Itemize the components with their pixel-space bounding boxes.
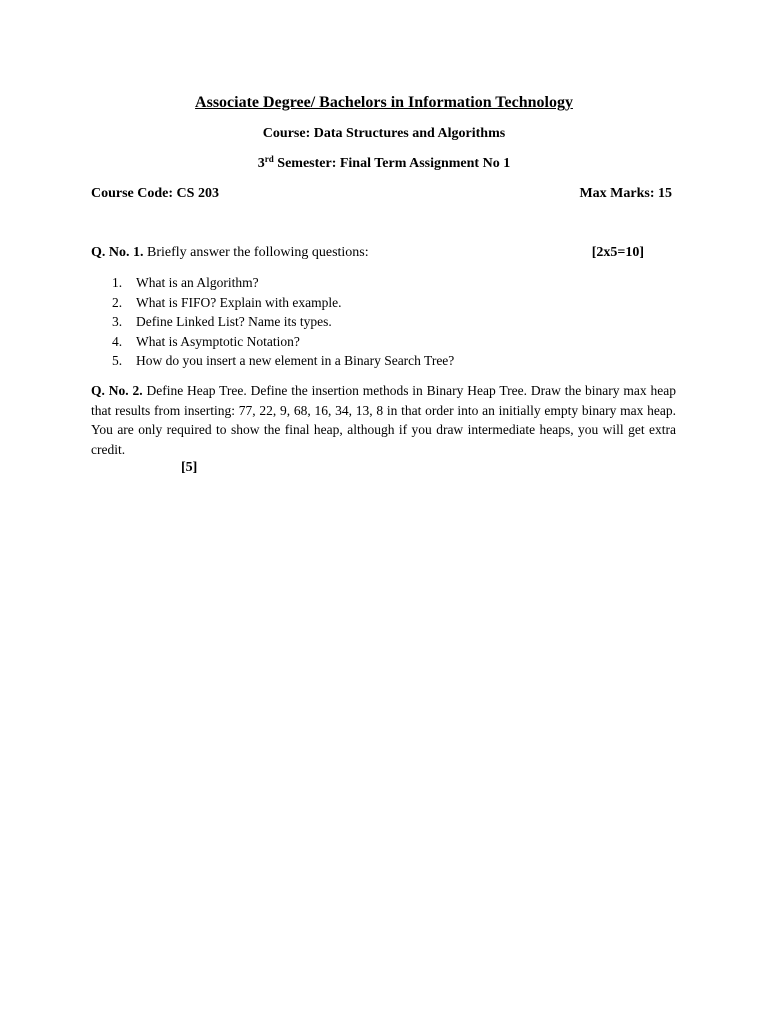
list-item-text: What is Asymptotic Notation? <box>136 333 300 349</box>
list-item-text: What is FIFO? Explain with example. <box>136 294 342 310</box>
question-1-text: Briefly answer the following questions: <box>143 245 369 260</box>
list-item <box>110 332 454 352</box>
list-item-number: 2. <box>112 294 123 310</box>
question-2-label: Q. No. 2. <box>91 383 143 398</box>
list-item-text: What is an Algorithm? <box>136 275 259 290</box>
list-item-number: 1. <box>112 275 123 290</box>
list-item-number: 4. <box>112 333 123 349</box>
question-1-list <box>110 273 454 371</box>
list-item <box>110 273 454 293</box>
semester-number: 3 <box>257 156 265 171</box>
list-item-number: 5. <box>112 353 123 369</box>
course-name: Course: Data Structures and Algorithms <box>262 126 506 141</box>
list-item <box>110 351 454 371</box>
course-info-row <box>91 186 672 202</box>
list-item-number: 3. <box>112 314 123 330</box>
document-title: Associate Degree/ Bachelors in Information Technology <box>195 94 573 111</box>
list-item-text: Define Linked List? Name its types. <box>136 314 332 330</box>
list-item <box>110 293 454 313</box>
question-2-text: Define Heap Tree. Define the insertion methods in Binary Heap Tree. Draw the binary max heap that results from inserting: 77, 22, 9, 68, 16, 34, 13, 8 in that order into an initially empty binary max heap. You are only required to show the final heap, although if you draw intermediate heaps, you will get extra credit. <box>91 383 676 457</box>
question-1-heading <box>91 245 644 261</box>
semester-text: Semester: Final Term Assignment No 1 <box>273 156 511 171</box>
semester-ordinal-suffix: rd <box>264 154 274 164</box>
course-code: Course Code: CS 203 <box>91 186 219 201</box>
question-1-label: Q. No. 1. <box>91 245 144 260</box>
question-2-marks: [5] <box>181 460 198 475</box>
question-2-paragraph <box>91 381 676 459</box>
list-item <box>110 312 454 332</box>
question-1-marks: [2x5=10] <box>591 245 644 260</box>
semester-line <box>0 156 768 172</box>
max-marks: Max Marks: 15 <box>579 186 672 201</box>
list-item-text: How do you insert a new element in a Binary Search Tree? <box>136 353 455 369</box>
